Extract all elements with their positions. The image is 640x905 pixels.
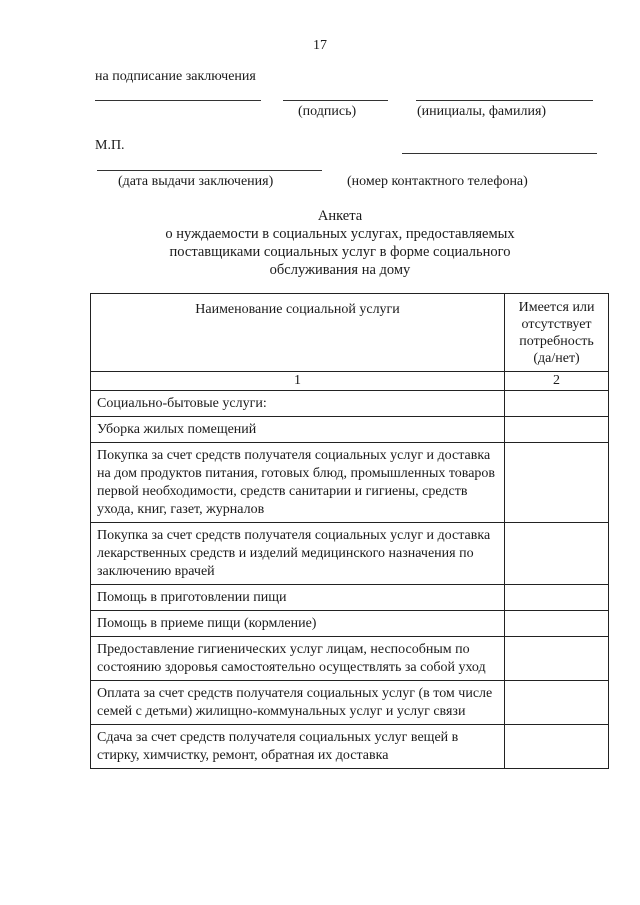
need-cell[interactable] <box>505 637 608 644</box>
date-label: (дата выдачи заключения) <box>118 174 274 189</box>
need-cell[interactable] <box>505 417 608 424</box>
service-name: Социально-бытовые услуги: <box>97 396 267 411</box>
survey-title: Анкета <box>317 208 363 224</box>
service-name: Предоставление гигиенических услуг лицам, неспособным по состоянию здоровья самостоятельно осуществлять за собой уход <box>97 642 486 675</box>
service-name: Оплата за счет средств получателя социальных услуг (в том числе семей с детьми) жилищно-коммунальных услуг и услуг связи <box>97 686 493 719</box>
need-cell[interactable] <box>505 681 608 688</box>
need-cell[interactable] <box>505 585 608 592</box>
table-row <box>91 611 609 637</box>
service-name: Помощь в приеме пищи (кормление) <box>97 616 317 631</box>
column-number-2: 2 <box>505 372 609 391</box>
need-cell[interactable] <box>505 523 608 530</box>
survey-subtitle-line-2: поставщиками социальных услуг в форме социального <box>169 244 511 260</box>
survey-table <box>90 293 609 769</box>
need-column-header <box>505 294 609 372</box>
name-label: (инициалы, фамилия) <box>417 104 547 119</box>
signature-intro: на подписание заключения <box>95 69 256 84</box>
column-number-row <box>91 372 609 391</box>
survey-title-block <box>0 207 640 279</box>
signature-line <box>283 100 388 101</box>
survey-subtitle-line-3: обслуживания на дому <box>269 262 411 278</box>
stamp-label: М.П. <box>95 138 125 153</box>
table-row <box>91 417 609 443</box>
service-name: Помощь в приготовлении пищи <box>97 590 287 605</box>
phone-line <box>402 153 597 154</box>
service-name: Сдача за счет средств получателя социальных услуг вещей в стирку, химчистку, ремонт, обратная их доставка <box>97 730 459 763</box>
table-row <box>91 681 609 725</box>
table-row <box>91 637 609 681</box>
table-row <box>91 725 609 769</box>
column-number-1: 1 <box>91 372 505 391</box>
survey-subtitle-line-1: о нуждаемости в социальных услугах, предоставляемых <box>165 226 515 242</box>
table-header-row <box>91 294 609 372</box>
table-row <box>91 585 609 611</box>
phone-label: (номер контактного телефона) <box>347 174 528 189</box>
service-name: Покупка за счет средств получателя социальных услуг и доставка лекарственных средств и изделий медицинского назначения по заключению врачей <box>97 528 491 579</box>
need-header-text: Имеется или отсутствует потребность (да/нет) <box>518 300 595 366</box>
table-row <box>91 443 609 523</box>
service-column-header <box>91 294 505 372</box>
name-line <box>416 100 593 101</box>
page-number: 17 <box>313 38 327 53</box>
signature-label: (подпись) <box>298 104 357 119</box>
service-header-text: Наименование социальной услуги <box>195 302 400 317</box>
table-row <box>91 523 609 585</box>
need-cell[interactable] <box>505 725 608 732</box>
need-cell[interactable] <box>505 391 608 398</box>
need-cell[interactable] <box>505 611 608 618</box>
position-line <box>95 100 261 101</box>
service-name: Покупка за счет средств получателя социальных услуг и доставка на дом продуктов питания, готовых блюд, промышленных товаров первой необходимости, средств санитарии и гигиены, средств ухода, книг, газет, журналов <box>97 448 496 517</box>
table-row <box>91 391 609 417</box>
need-cell[interactable] <box>505 443 608 450</box>
service-name: Уборка жилых помещений <box>97 422 257 437</box>
date-line <box>97 170 322 171</box>
